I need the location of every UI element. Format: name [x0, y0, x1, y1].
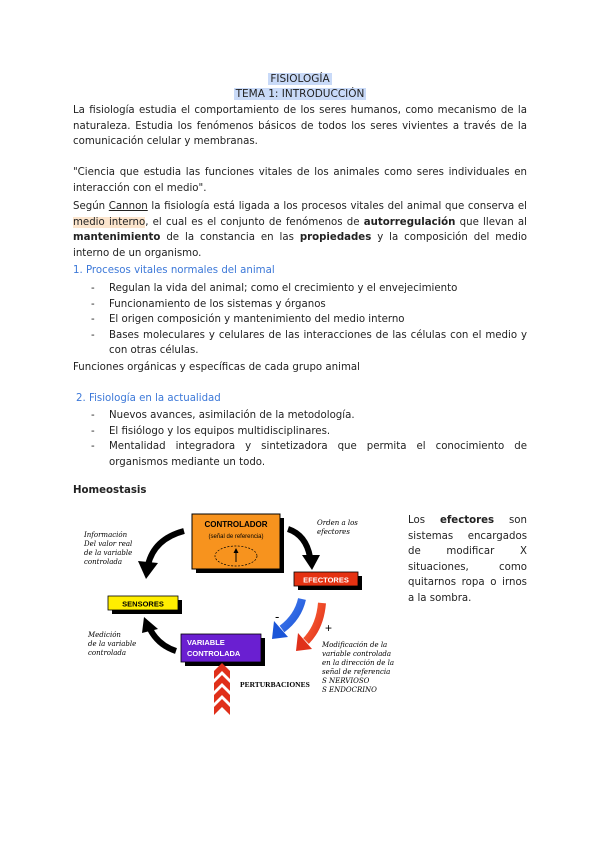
- controlador-sublabel: (señal de referencia): [208, 534, 264, 540]
- homeostasis-diagram: [70, 505, 415, 720]
- section1-list: [73, 281, 527, 359]
- arrow-variable-to-sensor-head: [142, 617, 158, 633]
- orden-label: Orden a los: [317, 519, 358, 527]
- list-item: - El fisiólogo y los equipos multidisciplinares.: [73, 424, 527, 440]
- section2-heading: 2. Fisiología en la actualidad: [76, 393, 221, 404]
- perturbation-chevron: [214, 699, 230, 715]
- document-title: FISIOLOGÍA: [270, 73, 330, 85]
- modificacion-label: S ENDOCRINO: [322, 686, 377, 694]
- medicion-label: de la variable: [88, 640, 137, 648]
- arrow-sensor-to-controller: [148, 531, 184, 565]
- info-label: de la variable: [84, 549, 133, 557]
- list-item: - Funcionamiento de los sistemas y órganos: [73, 297, 527, 313]
- list-item: - Mentalidad integradora y sintetizadora que permita el conocimiento de organismos mediante un todo.: [73, 439, 527, 470]
- perturbaciones-label: PERTURBACIONES: [240, 680, 310, 689]
- modificacion-label: señal de referencia: [322, 668, 391, 676]
- list-item: - El origen composición y mantenimiento del medio interno: [73, 312, 527, 328]
- modificacion-label: Modificación de la: [322, 641, 388, 649]
- modificacion-label: variable controlada: [322, 650, 392, 658]
- orden-label: efectores: [317, 528, 350, 536]
- list-item: - Nuevos avances, asimilación de la metodología.: [73, 408, 527, 424]
- arrow-plus: [306, 603, 322, 641]
- modificacion-label: S NERVIOSO: [322, 677, 370, 685]
- arrow-controller-to-effectors-head: [302, 555, 320, 570]
- homeostasis-heading: Homeostasis: [73, 485, 147, 496]
- variable-label-2: CONTROLADA: [187, 649, 241, 658]
- arrow-sensor-to-controller-head: [138, 561, 158, 579]
- info-label: Información: [84, 531, 128, 539]
- efectores-note: Los efectores son sistemas encargados de modificar X situaciones, como quitarnos ropa o irnos a la sombra.: [408, 515, 527, 604]
- info-label: Del valor real: [84, 540, 133, 548]
- document-subtitle: TEMA 1: INTRODUCCIÓN: [235, 88, 365, 100]
- arrow-minus: [282, 599, 302, 629]
- definition-quote: "Ciencia que estudia las funciones vitales de los animales como seres individuales en interacción con el medio".: [73, 167, 527, 194]
- modificacion-label: en la dirección de la: [322, 659, 395, 667]
- section2-list: [73, 408, 527, 470]
- efectores-label: EFECTORES: [303, 575, 349, 585]
- section1-heading: 1. Procesos vitales normales del animal: [73, 265, 275, 276]
- sensores-label: SENSORES: [122, 599, 164, 609]
- info-label: controlada: [84, 558, 123, 566]
- intro-paragraph: La fisiología estudia el comportamiento de los seres humanos, como mecanismo de la naturaleza. Estudia los fenómenos básicos de todos los seres vivientes a través de la comunicación celular y membranas.: [73, 105, 527, 148]
- list-item: - Regulan la vida del animal; como el crecimiento y el envejecimiento: [73, 281, 527, 297]
- section1-after: Funciones orgánicas y específicas de cada grupo animal: [73, 362, 360, 373]
- medicion-label: Medición: [88, 631, 121, 639]
- arrow-variable-to-sensor: [150, 629, 176, 651]
- minus-sign: -: [275, 609, 280, 624]
- medicion-label: controlada: [88, 649, 127, 657]
- list-item: - Bases moleculares y celulares de las interacciones de las células con el medio y con otras células.: [73, 328, 527, 359]
- variable-label-1: VARIABLE: [187, 638, 225, 647]
- plus-sign: +: [325, 621, 333, 635]
- cannon-paragraph: Según Cannon la fisiología está ligada a los procesos vitales del animal que conserva el medio interno, el cual es el conjunto de fenómenos de autorregulación que llevan al mantenimiento de la constancia en las propiedades y la composición del medio interno de un organismo.: [73, 201, 528, 259]
- arrow-controller-to-effectors: [288, 529, 310, 557]
- controlador-label: CONTROLADOR: [204, 520, 268, 529]
